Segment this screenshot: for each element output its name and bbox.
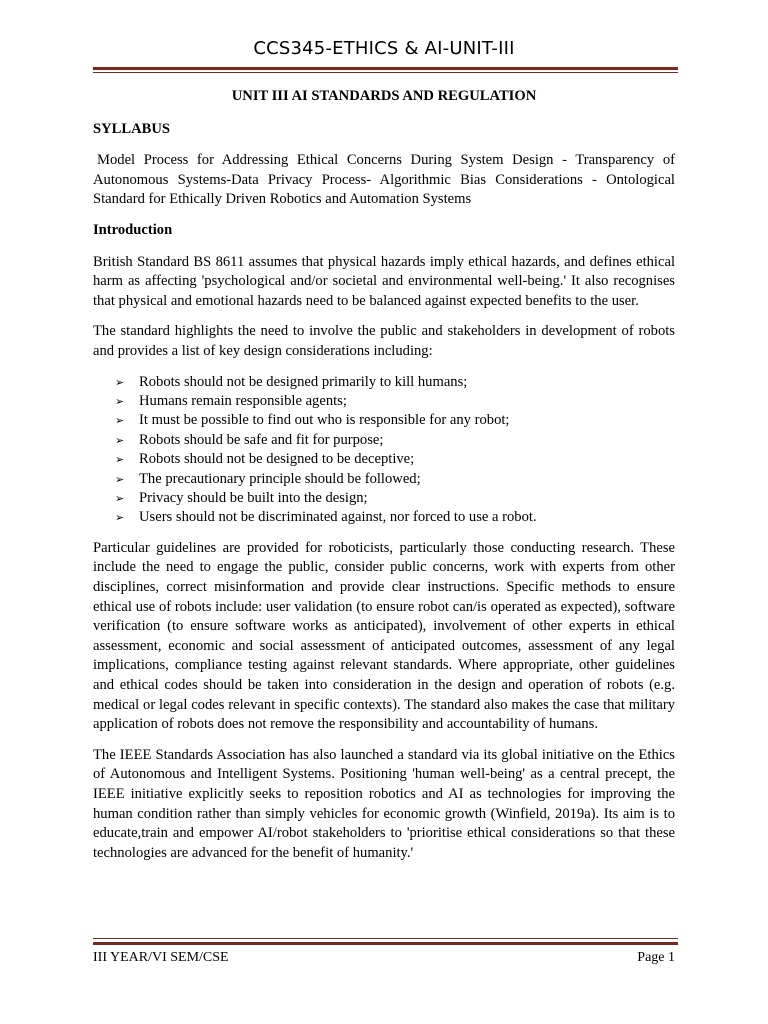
list-item-text: Users should not be discriminated against, nor forced to use a robot. <box>139 509 537 526</box>
list-item <box>115 431 675 450</box>
arrow-bullet-icon: ➢ <box>115 433 125 447</box>
list-item-text: Robots should not be designed primarily to kill humans; <box>139 373 468 390</box>
arrow-bullet-icon: ➢ <box>115 511 125 525</box>
arrow-bullet-icon: ➢ <box>115 453 125 467</box>
header-rule-thin <box>93 72 678 73</box>
paragraph-stakeholders: The standard highlights the need to involve the public and stakeholders in development of robots and provides a list of key design considerations including: <box>93 323 675 359</box>
list-item <box>115 470 675 489</box>
arrow-bullet-icon: ➢ <box>115 472 125 486</box>
list-item <box>115 392 675 411</box>
footer-page-number: Page 1 <box>637 950 675 965</box>
list-item-text: Privacy should be built into the design; <box>139 489 368 506</box>
footer-course: III YEAR/VI SEM/CSE <box>93 950 229 965</box>
list-item-text: Robots should be safe and fit for purpose; <box>139 431 384 448</box>
list-item <box>115 411 675 430</box>
arrow-bullet-icon: ➢ <box>115 375 125 389</box>
list-item-text: Humans remain responsible agents; <box>139 392 347 409</box>
header-rule-thick <box>93 67 678 70</box>
list-item <box>115 508 675 527</box>
document-body <box>93 87 675 874</box>
paragraph-guidelines: Particular guidelines are provided for roboticists, particularly those conducting research. These include the need to engage the public, consider public concerns, work with experts from other disciplines, correct misinformation and provide clear instructions. Specific methods to ensure ethical use of robots include: user validation (to ensure robot can/is operated as expected), software verification (to ensure software works as anticipated), involvement of other experts in ethical assessment, economic and social assessment of anticipated outcomes, assessment of any legal implications, compliance testing against relevant standards. Where appropriate, other guidelines and ethical codes should be taken into consideration in the design and operation of robots (e.g. medical or legal codes relevant in specific contexts). The standard also makes the case that military application of robots does not remove the responsibility and accountability of humans. <box>93 539 675 733</box>
unit-title: UNIT III AI STANDARDS AND REGULATION <box>231 88 537 104</box>
arrow-bullet-icon: ➢ <box>115 414 125 428</box>
arrow-bullet-icon: ➢ <box>115 394 125 408</box>
list-item <box>115 489 675 508</box>
arrow-bullet-icon: ➢ <box>115 491 125 505</box>
page-header-title: CCS345-ETHICS & AI-UNIT-III <box>253 38 515 59</box>
list-item-text: The precautionary principle should be followed; <box>139 470 421 487</box>
list-item-text: Robots should not be designed to be deceptive; <box>139 451 415 468</box>
list-item <box>115 450 675 469</box>
list-item-text: It must be possible to find out who is responsible for any robot; <box>139 412 510 429</box>
footer-rule-thin <box>93 938 678 939</box>
paragraph-bs8611: British Standard BS 8611 assumes that physical hazards imply ethical hazards, and defines ethical harm as affecting 'psychological and/or societal and environmental well-being.' It also recognises that physical and emotional hazards need to be balanced against expected benefits to the user. <box>93 253 675 309</box>
paragraph-ieee: The IEEE Standards Association has also launched a standard via its global initiative on the Ethics of Autonomous and Intelligent Systems. Positioning 'human well-being' as a central precept, the IEEE initiative explicitly seeks to reposition robotics and AI as technologies for improving the human condition rather than simply vehicles for economic growth (Winfield, 2019a). Its aim is to educate,train and empower AI/robot stakeholders to 'prioritise ethical considerations so that these technologies are advanced for the benefit of humanity.' <box>93 746 675 861</box>
list-item <box>115 373 675 392</box>
footer-rule-thick <box>93 942 678 945</box>
introduction-heading: Introduction <box>93 221 173 238</box>
design-considerations-list <box>93 373 675 528</box>
syllabus-text: Model Process for Addressing Ethical Concerns During System Design - Transparency of Autonomous Systems-Data Privacy Process- Algorithmic Bias Considerations - Ontological Standard for Ethically Driven Robotics and Automation Systems <box>93 152 675 208</box>
syllabus-heading: SYLLABUS <box>93 120 171 137</box>
